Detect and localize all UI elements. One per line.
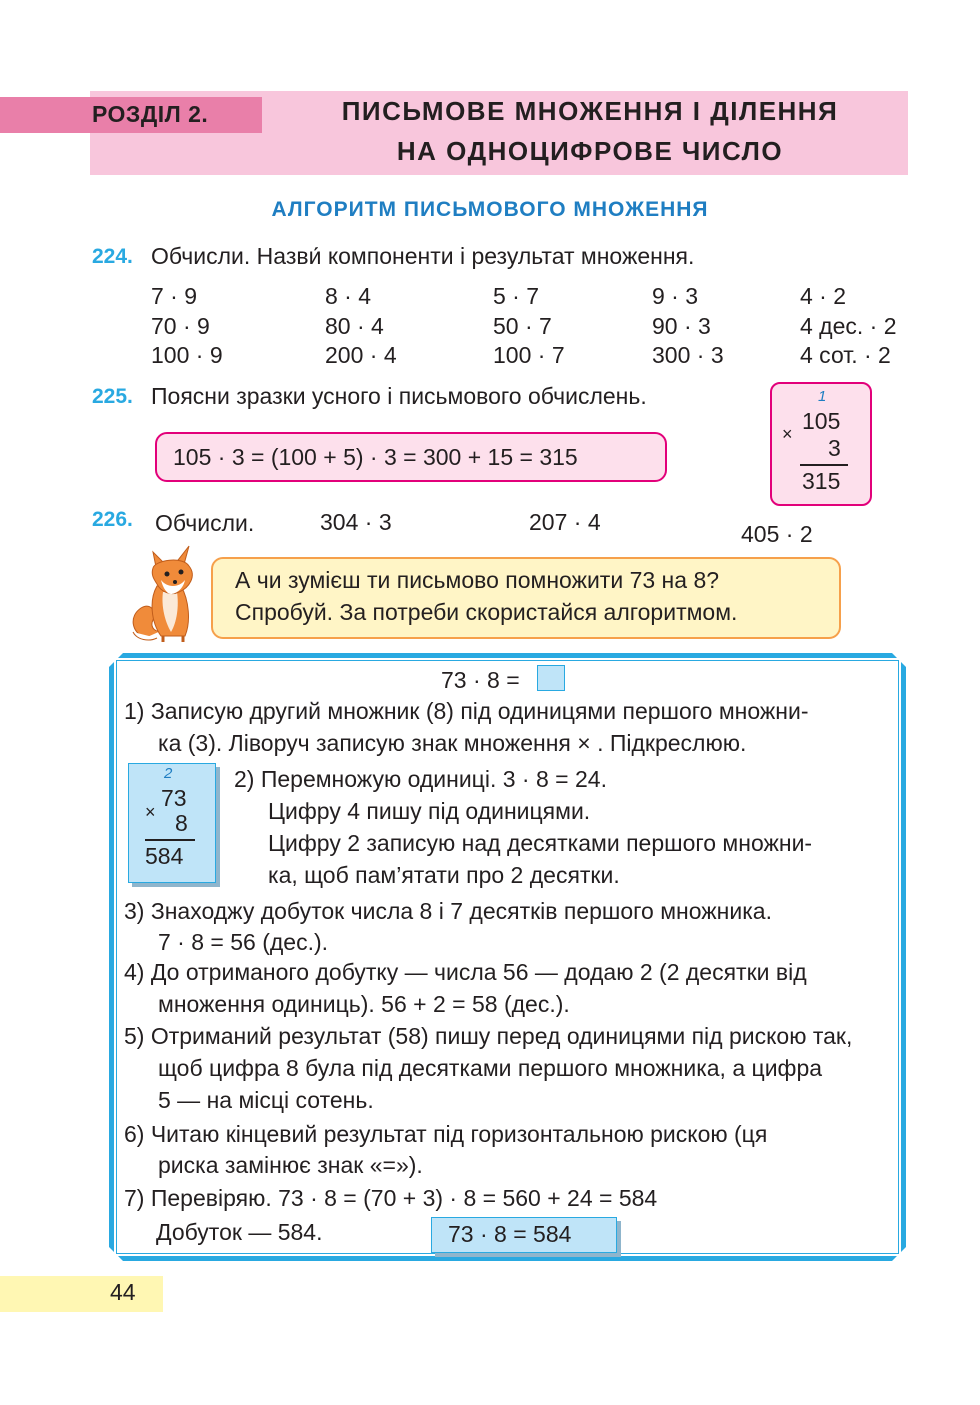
multiply-sign: ×: [145, 802, 156, 822]
exercise-226-text: Обчисли.: [155, 510, 255, 536]
step-5-line-2: щоб цифра 8 була під десятками першого множника, а цифра: [158, 1055, 823, 1081]
ex224-cell: 300 · 3: [652, 342, 724, 368]
step-2-line-1: 2) Перемножую одиниці. 3 · 8 = 24.: [234, 766, 607, 792]
step-5-line-1: 5) Отриманий результат (58) пишу перед одиницями під рискою так,: [124, 1023, 853, 1049]
product: 315: [802, 468, 841, 494]
carry-digit: 1: [818, 388, 827, 405]
step-2-line-4: ка, щоб пам’ятати про 2 десятки.: [268, 862, 620, 888]
page-number: 44: [110, 1279, 136, 1305]
multiplier: 3: [828, 435, 841, 461]
ex224-cell: 80 · 4: [325, 313, 384, 339]
fox-illustration: [127, 542, 209, 646]
column-multiplication-box: [128, 763, 216, 883]
step-2-line-2: Цифру 4 пишу під одиницями.: [268, 798, 591, 824]
multiplicand: 105: [802, 408, 841, 434]
ex224-cell: 100 · 9: [151, 342, 223, 368]
underline-bar: [800, 464, 848, 466]
multiply-sign: ×: [782, 424, 793, 444]
exercise-224-number: 224.: [92, 245, 133, 268]
answer-placeholder-box: [537, 665, 565, 691]
ex224-cell: 5 · 7: [493, 283, 540, 309]
step-7-line-2: Добуток — 584.: [156, 1219, 323, 1245]
product: 584: [145, 843, 184, 869]
speech-bubble: [211, 557, 841, 639]
step-3-line-2: 7 · 8 = 56 (дес.).: [158, 929, 329, 955]
step-1-line-1: 1) Записую другий множник (8) під одиницями першого множни-: [124, 698, 809, 724]
ex224-cell: 4 дес. · 2: [800, 313, 897, 339]
result-equation: 73 · 8 = 584: [448, 1221, 572, 1247]
algorithm-equation: 73 · 8 =: [441, 667, 520, 693]
topic-heading: АЛГОРИТМ ПИСЬМОВОГО МНОЖЕННЯ: [271, 198, 709, 221]
step-6-line-1: 6) Читаю кінцевий результат під горизонтальною рискою (ця: [124, 1121, 768, 1147]
exercise-225-number: 225.: [92, 385, 133, 408]
step-7-line-1: 7) Перевіряю. 73 · 8 = (70 + 3) · 8 = 560 + 24 = 584: [124, 1185, 658, 1211]
speech-line-1: А чи зумієш ти письмово помножити 73 на 8?: [235, 567, 720, 593]
ex224-cell: 50 · 7: [493, 313, 552, 339]
exercise-226-number: 226.: [92, 508, 133, 531]
step-4-line-2: множення одиниць). 56 + 2 = 58 (дес.).: [158, 991, 570, 1017]
exercise-224-text: Обчисли. Назви́ компоненти і результат множення.: [151, 243, 695, 269]
section-label: РОЗДІЛ 2.: [92, 101, 209, 127]
ex224-cell: 7 · 9: [151, 283, 198, 309]
ex224-cell: 8 · 4: [325, 283, 372, 309]
step-5-line-3: 5 — на місці сотень.: [158, 1087, 374, 1113]
exercise-225-text: Поясни зразки усного і письмового обчислень.: [151, 383, 647, 409]
multiplier: 8: [175, 810, 188, 836]
underline-bar: [145, 839, 195, 841]
ex224-cell: 70 · 9: [151, 313, 210, 339]
step-4-line-1: 4) До отриманого добутку — числа 56 — додаю 2 (2 десятки від: [124, 959, 807, 985]
section-title-line1: ПИСЬМОВЕ МНОЖЕННЯ І ДІЛЕННЯ: [341, 96, 839, 126]
section-title: [300, 91, 880, 171]
ex224-cell: 100 · 7: [493, 342, 565, 368]
result-box: [431, 1217, 617, 1253]
section-tag: [0, 97, 262, 133]
multiplicand: 73: [161, 785, 187, 811]
written-calculation-box: [770, 382, 872, 506]
ex224-cell: 90 · 3: [652, 313, 711, 339]
step-3-line-1: 3) Знаходжу добуток числа 8 і 7 десятків першого множника.: [124, 898, 772, 924]
oral-calculation-box: [155, 432, 667, 482]
step-2-line-3: Цифру 2 записую над десятками першого множни-: [268, 830, 813, 856]
ex224-cell: 4 сот. · 2: [800, 342, 891, 368]
ex226-item: 405 · 2: [741, 521, 813, 547]
carry-digit: 2: [164, 765, 173, 782]
step-1-line-2: ка (3). Ліворуч записую знак множення × . Підкреслюю.: [158, 730, 747, 756]
section-title-line2: НА ОДНОЦИФРОВЕ ЧИСЛО: [396, 136, 784, 166]
ex224-cell: 4 · 2: [800, 283, 847, 309]
ex224-cell: 9 · 3: [652, 283, 699, 309]
page-number-band: [0, 1276, 163, 1312]
speech-line-2: Спробуй. За потреби скористайся алгоритмом.: [235, 599, 738, 625]
step-6-line-2: риска замінює знак «=»).: [158, 1152, 423, 1178]
ex226-item: 207 · 4: [529, 509, 601, 535]
ex226-item: 304 · 3: [320, 509, 392, 535]
oral-calculation-expression: 105 · 3 = (100 + 5) · 3 = 300 + 15 = 315: [173, 444, 578, 470]
ex224-cell: 200 · 4: [325, 342, 397, 368]
